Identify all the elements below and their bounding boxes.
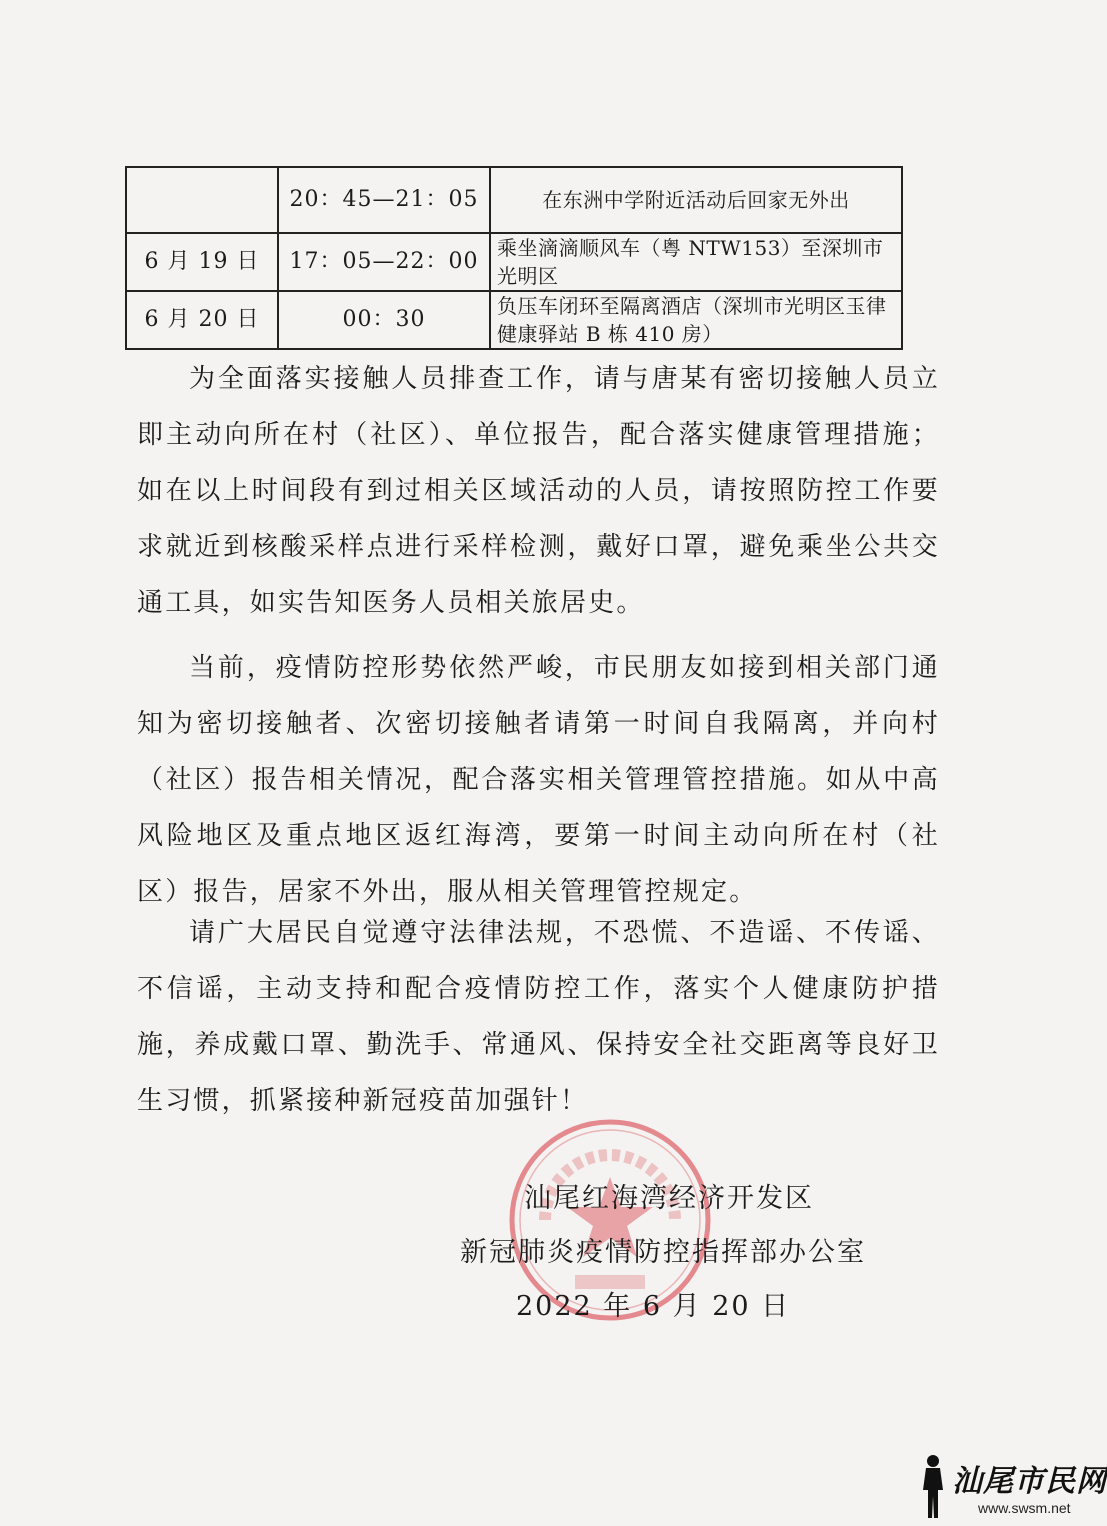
issue-date: 2022 年 6 月 20 日 xyxy=(516,1291,791,1322)
date-cell xyxy=(126,167,278,233)
issuer-org-line2: 新冠肺炎疫情防控指挥部办公室 xyxy=(460,1237,866,1268)
paragraph-epidemic-situation: 当前，疫情防控形势依然严峻，市民朋友如接到相关部门通知为密切接触者、次密切接触者请第一时间自我隔离，并向村（社区）报告相关情况，配合落实相关管理管控措施。如从中高风险地区及重点地区返红海湾，要第一时间主动向所在村（社区）报告，居家不外出，服从相关管理管控规定。 xyxy=(137,653,940,907)
activity-cell: 负压车闭环至隔离酒店（深圳市光明区玉律健康驿站 B 栋 410 房） xyxy=(490,291,902,349)
time-cell: 00：30 xyxy=(278,291,490,349)
time-cell: 20：45—21：05 xyxy=(278,167,490,233)
table-row xyxy=(126,291,902,349)
date-cell: 6 月 20 日 xyxy=(126,291,278,349)
watermark-logo-text: 汕尾市民网 xyxy=(952,1464,1107,1499)
activity-cell: 在东洲中学附近活动后回家无外出 xyxy=(490,167,902,233)
site-watermark xyxy=(918,1452,1107,1524)
trace-table xyxy=(125,166,903,350)
activity-cell: 乘坐滴滴顺风车（粤 NTW153）至深圳市光明区 xyxy=(490,233,902,291)
table-row xyxy=(126,233,902,291)
paragraph-contact-screening: 为全面落实接触人员排查工作，请与唐某有密切接触人员立即主动向所在村（社区）、单位报告，配合落实健康管理措施；如在以上时间段有到过相关区域活动的人员，请按照防控工作要求就近到核酸采样点进行采样检测，戴好口罩，避免乘坐公共交通工具，如实告知医务人员相关旅居史。 xyxy=(137,364,940,618)
date-cell: 6 月 19 日 xyxy=(126,233,278,291)
paragraph-resident-appeal: 请广大居民自觉遵守法律法规，不恐慌、不造谣、不传谣、不信谣，主动支持和配合疫情防控工作，落实个人健康防护措施，养成戴口罩、勤洗手、常通风、保持安全社交距离等良好卫生习惯，抓紧接种新冠疫苗加强针！ xyxy=(137,918,940,1116)
time-cell: 17：05—22：00 xyxy=(278,233,490,291)
watermark-url: www.swsm.net xyxy=(978,1500,1071,1516)
table-row xyxy=(126,167,902,233)
issuer-org-line1: 汕尾红海湾经济开发区 xyxy=(524,1183,814,1214)
person-silhouette-icon xyxy=(918,1454,948,1520)
